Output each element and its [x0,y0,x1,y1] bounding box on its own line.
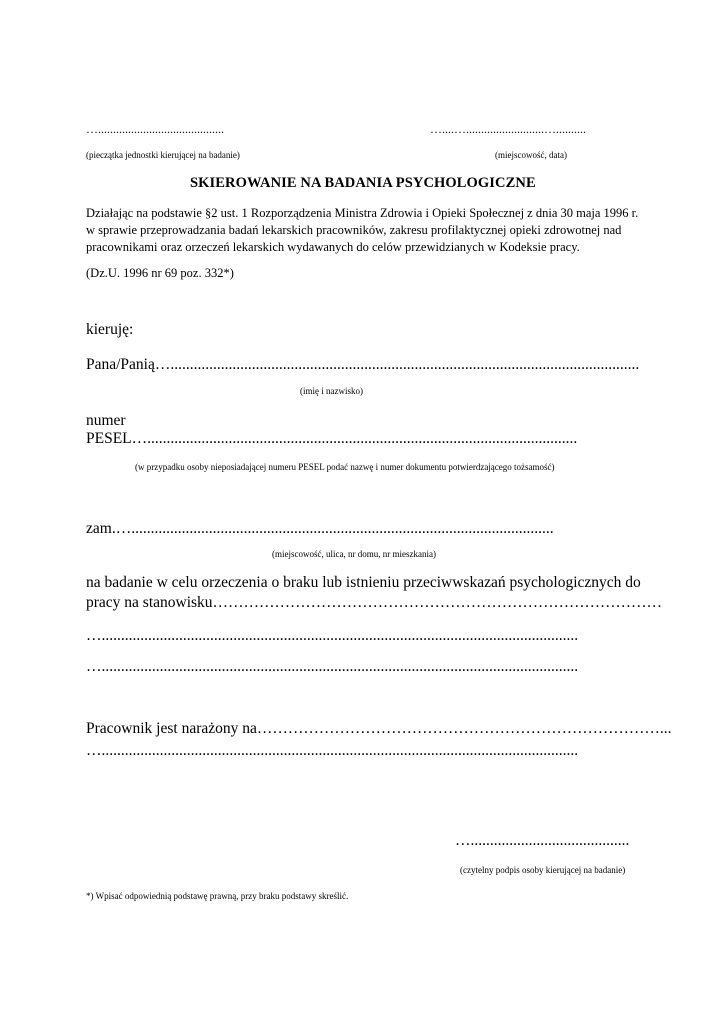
place-date-caption: (miejscowość, data) [495,150,567,160]
document-title: SKIEROWANIE NA BADANIA PSYCHOLOGICZNE [190,175,536,191]
address-line: zam.…............................................................................................................. [86,520,554,537]
intro-line-3: pracownikami oraz orzeczeń lekarskich wydawanych do celów przewidzianych w Kodeksie pracy. [86,240,580,254]
signature-caption: (czytelny podpis osoby kierującej na badanie) [460,865,626,875]
person-name-caption: (imię i nazwisko) [300,386,363,396]
exposure-line: Pracownik jest narażony na……………………………………………………………………... [86,720,672,737]
legal-citation: (Dz.U. 1996 nr 69 poz. 332*) [86,266,234,280]
exam-purpose-line-1: na badanie w celu orzeczenia o braku lub istnieniu przeciwwskazań psychologicznych do [86,574,641,591]
pesel-line: PESEL…............................................................................................................... [86,430,578,447]
address-caption: (miejscowość, ulica, nr domu, nr mieszkania) [272,549,436,559]
person-name-line: Pana/Panią…......................................................................................................................... [86,356,640,373]
signature-dots: …......................................... [455,832,630,849]
intro-line-2: w sprawie przeprowadzania badań lekarskich pracowników, zakresu profilaktycznej opieki zdrowotnej nad [86,223,622,237]
stamp-caption: (pieczątka jednostki kierującej na badanie) [86,150,240,160]
intro-line-1: Działając na podstawie §2 ust. 1 Rozporządzenia Ministra Zdrowia i Opieki Społecznej z dnia 30 maja 1996 r. [86,206,639,220]
place-date-dots: …....…..........................….......... [430,122,586,136]
refer-label: kieruję: [86,321,134,338]
pesel-label: numer [86,412,126,429]
blank-line-b: …........................................................................................................................... [86,658,579,675]
exposure-dots: …........................................................................................................................... [86,742,579,759]
footnote: *) Wpisać odpowiednią podstawę prawną, przy braku podstawy skreślić. [86,891,349,901]
pesel-caption: (w przypadku osoby nieposiadającej numeru PESEL podać nazwę i numer dokumentu potwierdzającego tożsamość) [135,462,555,472]
stamp-dots: ….......................................... [86,122,224,136]
exam-purpose-line-2: pracy na stanowisku…………………………………………………………………………… [86,594,663,611]
blank-line-a: …........................................................................................................................... [86,627,579,644]
